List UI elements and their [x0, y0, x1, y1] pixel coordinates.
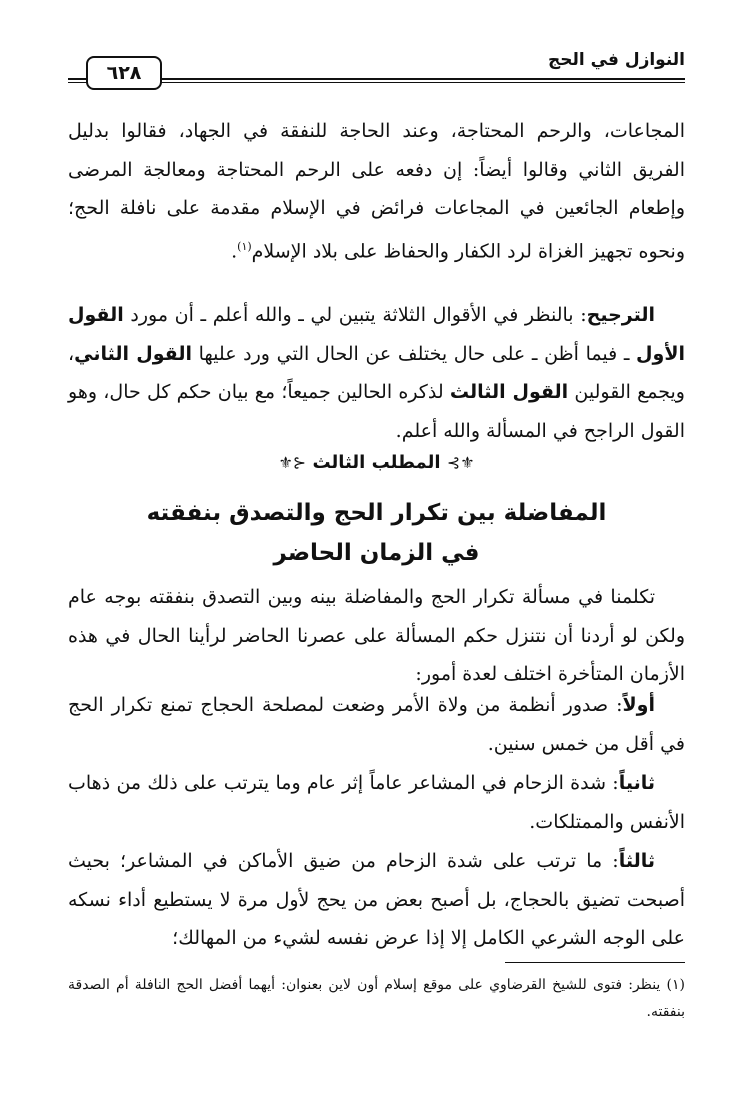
paragraph-continuation — [68, 112, 685, 270]
ornament-left-icon: ⊰⚜ — [278, 453, 307, 472]
chapter-heading-line2: في الزمان الحاضر — [273, 540, 480, 566]
running-title: النوازل في الحج — [547, 50, 685, 70]
section-title: المطلب الثالث — [312, 452, 441, 473]
second-opinion: القول الثاني — [74, 342, 192, 365]
intro-text: تكلمنا في مسألة تكرار الحج والمفاضلة بينه وبين التصدق بنفقته بوجه عام ولكن لو أردنا أن نتنزل حكم المسألة على عصرنا الحاضر لرأينا الحال في هذه الأزمان المتأخرة اختلف لعدة أمور: — [68, 586, 685, 685]
footnote-ref: (١) — [237, 239, 252, 253]
para1-line2: بدليل الفريق الثاني وقالوا أيضاً: إن دفعه على الرحم المحتاجة ومعالجة — [68, 120, 685, 181]
point-1-label: أولاً — [622, 694, 655, 716]
para1-line5: الإسلام — [251, 239, 307, 262]
tarjih-label: الترجيح — [586, 304, 656, 326]
tarjih-text-2: ـ فيما أظن ـ على حال يختلف عن الحال التي ورد عليها — [191, 342, 637, 365]
point-3 — [68, 842, 685, 958]
tarjih-paragraph — [68, 296, 685, 450]
tarjih-text-4: لذكره الحالين جميعاً؛ مع بيان حكم كل حال، وهو القول الراجح في المسألة والله أعلم. — [68, 381, 685, 442]
tarjih-text-1: : بالنظر في الأقوال الثلاثة يتبين لي ـ والله أعلم ـ أن مورد — [130, 304, 587, 326]
footnote-rule — [505, 962, 685, 963]
para1-line4: نافلة الحج؛ ونحوه تجهيز الغزاة لرد الكفار والحفاظ على بلاد — [68, 197, 685, 262]
page-number: ٦٢٨ — [86, 56, 162, 90]
point-2-text: : شدة الزحام في المشاعر عاماً إثر عام وما يترتب على ذلك من ذهاب الأنفس والممتلكات. — [68, 772, 685, 833]
para1-line3: المرضى وإطعام الجائعين في المجاعات فرائض في الإسلام مقدمة على — [68, 158, 685, 219]
section-label — [68, 452, 685, 473]
point-1 — [68, 686, 685, 763]
point-3-text: : ما ترتب على شدة الزحام من ضيق الأماكن في المشاعر؛ بحيث أصبحت تضيق بالحجاج، بل أصبح بعض من يحج لأول مرة لا يستطيع أداء نسكه على الوجه الشرعي الكامل إلا إذا عرض نفسه لشيء من المهالك؛ — [68, 850, 685, 949]
intro-paragraph — [68, 578, 685, 694]
tarjih-text-3: ، ويجمع القولين — [68, 342, 685, 403]
footnote: (١) ينظر: فتوى للشيخ القرضاوي على موقع إسلام أون لاين بعنوان: أيهما أفضل الحج النافلة أم الصدقة بنفقته. — [68, 977, 685, 1020]
point-3-label: ثالثاً — [618, 850, 655, 872]
first-opinion: القول الأول — [68, 304, 686, 365]
point-2-label: ثانياً — [618, 772, 655, 794]
chapter-heading-line1: المفاضلة بين تكرار الحج والتصدق بنفقته — [146, 500, 607, 526]
third-opinion: القول الثالث — [449, 381, 569, 403]
page-number-badge — [68, 56, 188, 94]
point-2 — [68, 764, 685, 841]
ornament-right-icon: ⚜⊱ — [446, 453, 475, 472]
page-header — [68, 46, 685, 90]
para1-line1: المجاعات، والرحم المحتاجة، وعند الحاجة للنفقة في الجهاد، فقالوا — [121, 120, 685, 142]
para1-end: . — [231, 239, 238, 262]
point-1-text: : صدور أنظمة من ولاة الأمر وضعت لمصلحة الحجاج تمنع تكرار الحج في أقل من خمس سنين. — [68, 694, 685, 755]
